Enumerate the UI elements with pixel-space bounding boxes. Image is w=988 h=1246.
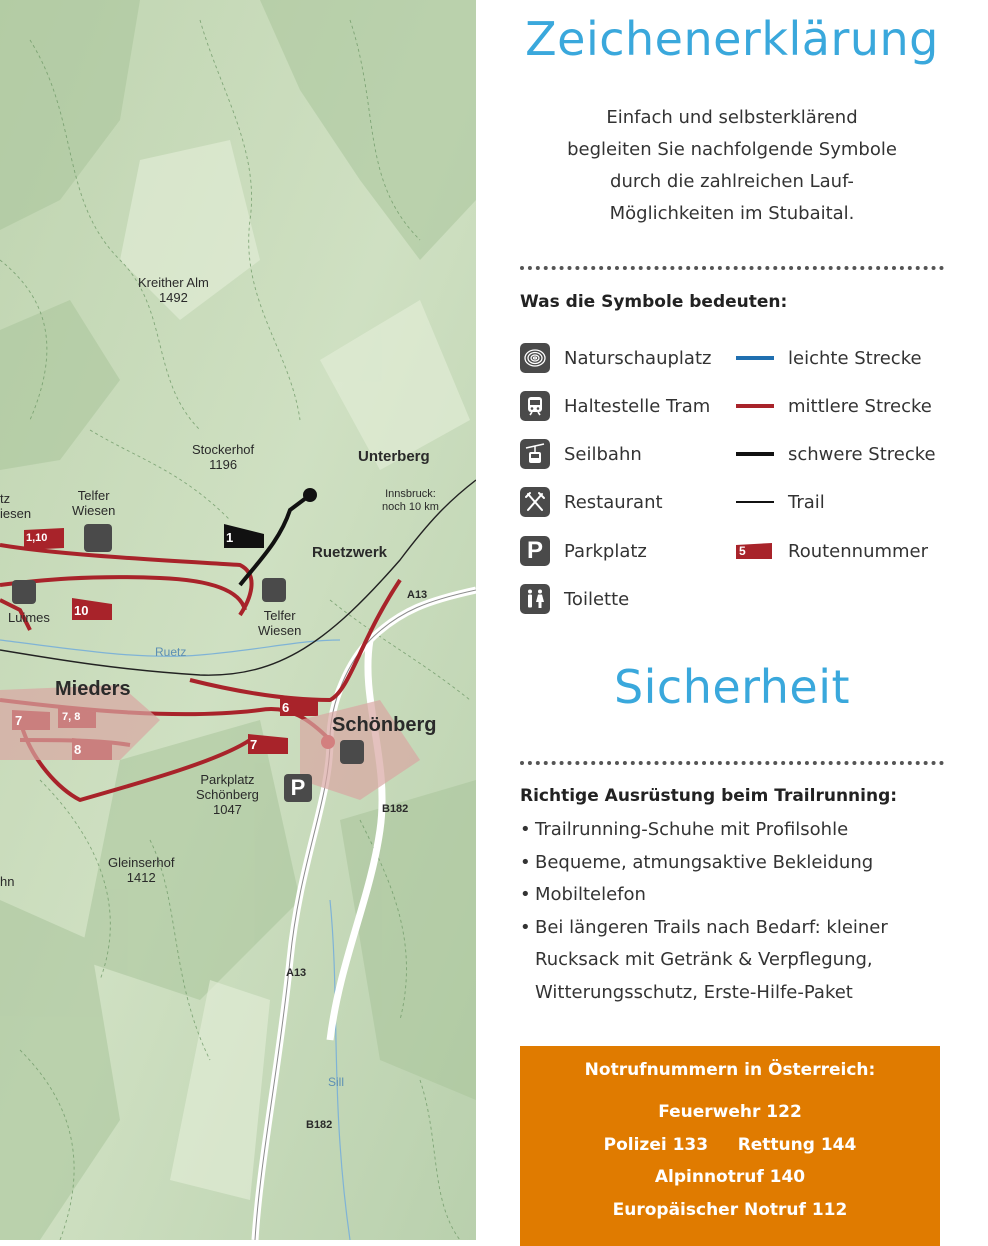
safety-title: Sicherheit bbox=[613, 660, 851, 714]
tram-map-icon-luimes[interactable] bbox=[12, 580, 36, 604]
map-label: A13 bbox=[286, 967, 307, 979]
emergency-alpin: Alpinnotruf 140 bbox=[654, 1167, 806, 1187]
map-label: B182 bbox=[306, 1119, 333, 1131]
route-number-flag-icon: 5 bbox=[736, 541, 774, 561]
route-flag[interactable]: 1,10 bbox=[26, 532, 48, 544]
legend-item-mittlere-strecke bbox=[736, 388, 932, 424]
legend-item-parkplatz bbox=[520, 533, 647, 569]
map-label: B182 bbox=[382, 803, 409, 815]
safety-item: • Trailrunning-Schuhe mit Profilsohle bbox=[520, 814, 960, 847]
route-flag[interactable]: 7 bbox=[15, 713, 23, 728]
line-label: schwere Strecke bbox=[788, 443, 936, 465]
trail-map[interactable] bbox=[0, 0, 476, 1240]
line-label: Routennummer bbox=[788, 540, 929, 562]
map-label: Ruetz bbox=[155, 645, 187, 659]
emergency-row bbox=[520, 1129, 940, 1162]
route-flag[interactable]: 1 bbox=[226, 530, 234, 545]
emergency-rettung: Rettung 144 bbox=[737, 1134, 857, 1155]
emergency-feuerwehr: Feuerwehr 122 bbox=[658, 1102, 802, 1122]
symbol-label: Parkplatz bbox=[564, 540, 647, 562]
naturschauplatz-icon bbox=[520, 343, 550, 373]
restaurant-icon bbox=[520, 487, 550, 517]
line-label: leichte Strecke bbox=[788, 347, 922, 369]
hard-route-line-icon bbox=[736, 452, 774, 456]
parking-map-icon[interactable]: P bbox=[284, 774, 312, 802]
route-flag[interactable]: 7 bbox=[250, 737, 258, 752]
symbols-heading: Was die Symbole bedeuten: bbox=[520, 292, 788, 312]
legend-item-restaurant bbox=[520, 484, 663, 520]
naturschauplatz-map-icon[interactable] bbox=[84, 524, 112, 552]
map-label: A13 bbox=[407, 589, 428, 601]
legend-item-leichte-strecke bbox=[736, 340, 922, 376]
map-label: Schönberg bbox=[332, 714, 437, 736]
symbol-label: Naturschauplatz bbox=[564, 347, 712, 369]
legend-panel bbox=[476, 0, 988, 1240]
map-label: Kreither Alm 1492 bbox=[138, 275, 209, 305]
safety-item: • Bequeme, atmungsaktive Bekleidung bbox=[520, 847, 960, 880]
map-label: Gleinserhof 1412 bbox=[108, 855, 175, 885]
legend-item-toilette bbox=[520, 581, 629, 617]
divider bbox=[520, 761, 944, 765]
trail-line-icon bbox=[736, 501, 774, 503]
route-flag[interactable]: 6 bbox=[282, 700, 290, 715]
route-flag[interactable]: 8 bbox=[74, 742, 82, 757]
emergency-heading: Notrufnummern in Österreich: bbox=[584, 1060, 876, 1080]
divider bbox=[520, 266, 944, 270]
map-label: Mieders bbox=[55, 678, 131, 700]
safety-heading: Richtige Ausrüstung beim Trailrunning: bbox=[520, 786, 898, 806]
map-label: hn bbox=[0, 874, 15, 889]
symbol-label: Seilbahn bbox=[564, 443, 642, 465]
map-label: Innsbruck: noch 10 km bbox=[382, 488, 439, 513]
map-label: tz iesen bbox=[0, 491, 32, 521]
line-label: Trail bbox=[788, 491, 825, 513]
legend-item-trail bbox=[736, 484, 825, 520]
symbol-label: Haltestelle Tram bbox=[564, 395, 711, 417]
symbol-label: Restaurant bbox=[564, 491, 663, 513]
legend-item-tram bbox=[520, 388, 710, 424]
medium-route-line-icon bbox=[736, 404, 774, 408]
emergency-numbers-box bbox=[520, 1046, 940, 1246]
line-label: mittlere Strecke bbox=[788, 395, 932, 417]
safety-list bbox=[520, 814, 960, 1009]
map-label: Stockerhof 1196 bbox=[192, 442, 255, 472]
toilet-icon bbox=[520, 584, 550, 614]
map-label: Luimes bbox=[8, 610, 50, 625]
safety-item: • Bei längeren Trails nach Bedarf: kleiner Rucksack mit Getränk & Verpflegung, Witterungsschutz, Erste-Hilfe-Paket bbox=[520, 912, 960, 1010]
legend-title: Zeichenerklärung bbox=[525, 12, 939, 66]
easy-route-line-icon bbox=[736, 356, 774, 360]
legend-item-seilbahn bbox=[520, 436, 642, 472]
map-label: Telfer Wiesen bbox=[72, 488, 116, 518]
emergency-euro: Europäischer Notruf 112 bbox=[612, 1199, 848, 1220]
route-flag[interactable]: 7, 8 bbox=[62, 711, 81, 723]
legend-intro: Einfach und selbsterklärend begleiten Sie nachfolgende Symbole durch die zahlreichen Lauf- Möglichkeiten im Stubaital. bbox=[567, 107, 897, 224]
legend-item-naturschauplatz bbox=[520, 340, 711, 376]
map-label: Ruetzwerk bbox=[312, 544, 388, 561]
safety-item: • Mobiltelefon bbox=[520, 879, 960, 912]
parking-icon: P bbox=[520, 536, 550, 566]
route-flag[interactable]: 10 bbox=[74, 603, 89, 618]
map-label: Parkplatz Schönberg 1047 bbox=[196, 772, 259, 817]
tram-map-icon-telfer-wiesen[interactable] bbox=[262, 578, 286, 602]
map-label: Unterberg bbox=[358, 448, 430, 465]
map-label: Sill bbox=[328, 1075, 345, 1089]
emergency-polizei: Polizei 133 bbox=[603, 1134, 709, 1155]
legend-item-schwere-strecke bbox=[736, 436, 936, 472]
map-graphic bbox=[0, 0, 476, 1240]
cable-car-icon bbox=[520, 439, 550, 469]
tram-icon bbox=[520, 391, 550, 421]
symbol-label: Toilette bbox=[564, 588, 630, 610]
legend-item-routennummer bbox=[736, 533, 928, 569]
toilet-map-icon[interactable] bbox=[340, 740, 364, 764]
map-label: Telfer Wiesen bbox=[258, 608, 302, 638]
